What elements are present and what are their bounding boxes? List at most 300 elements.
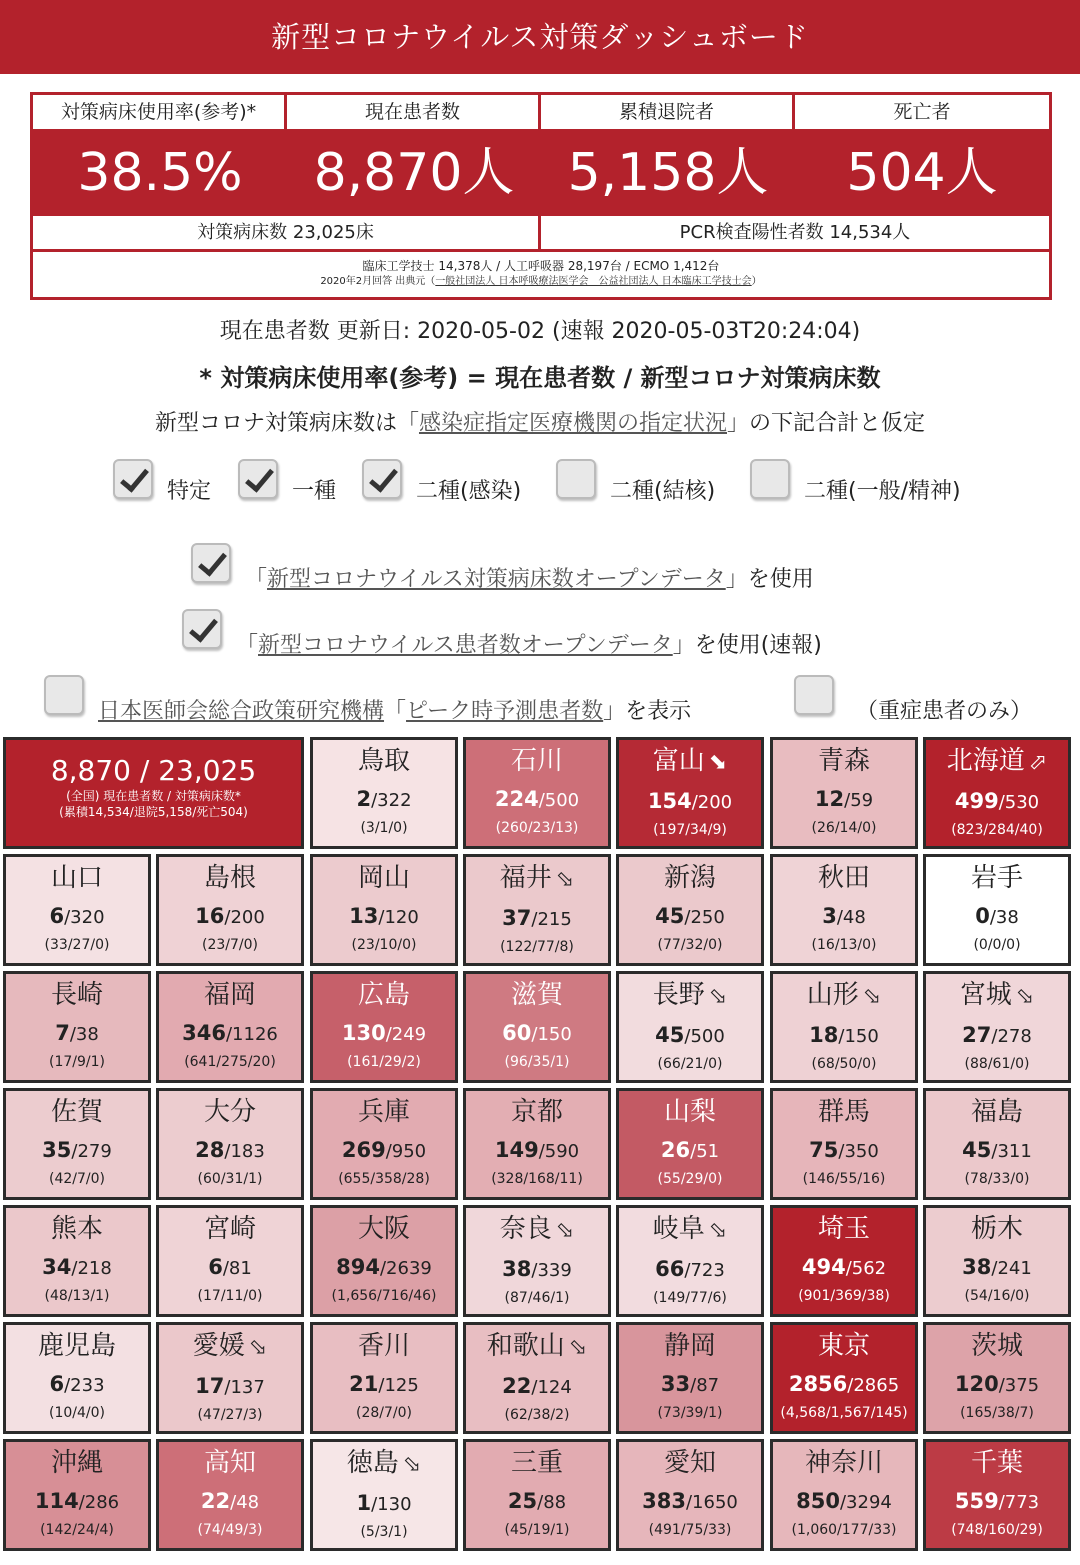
bed-count: /241 (991, 1258, 1032, 1279)
bed-assumption (0, 406, 1080, 437)
source-line (33, 274, 1049, 290)
bed-count: /350 (838, 1141, 879, 1162)
prefecture-tile[interactable] (310, 1088, 458, 1200)
prefecture-tile[interactable] (770, 1205, 918, 1317)
prefecture-name: 栃木 (970, 1214, 1023, 1244)
prefecture-tile[interactable] (463, 854, 611, 966)
prefecture-tile[interactable] (463, 1205, 611, 1317)
prefecture-breakdown: (66/21/0) (657, 1056, 723, 1072)
prefecture-tile[interactable] (310, 971, 458, 1083)
prefecture-tile[interactable] (310, 1439, 458, 1551)
prefecture-name: 富山 ⬊ (652, 746, 728, 776)
bed-count: /286 (78, 1492, 120, 1513)
prefecture-value (313, 1254, 455, 1282)
prefecture-breakdown: (146/55/16) (802, 1171, 886, 1187)
bed-count: /500 (684, 1026, 725, 1047)
prefecture-tile[interactable] (3, 1439, 151, 1551)
prefecture-breakdown: (33/27/0) (44, 937, 110, 953)
prefecture-tile[interactable] (463, 1088, 611, 1200)
prefecture-tile[interactable] (156, 1205, 304, 1317)
prefecture-value (466, 1488, 608, 1516)
prefecture-breakdown: (60/31/1) (197, 1171, 263, 1187)
bed-count: /233 (64, 1375, 105, 1396)
bed-count: /51 (690, 1141, 720, 1162)
prefecture-value (466, 1020, 608, 1048)
prefecture-value (619, 903, 761, 931)
patients-opendata-text: 「新型コロナウイルス患者数オープンデータ」を使用(速報) (236, 633, 822, 658)
prefecture-value (619, 1256, 761, 1284)
prefecture-name: 岡山 (357, 863, 410, 893)
bed-count: /150 (838, 1026, 879, 1047)
prefecture-tile[interactable] (616, 854, 764, 966)
jmari-link[interactable]: 日本医師会総合政策研究機構 (98, 699, 385, 724)
prefecture-value (159, 1254, 301, 1282)
prefecture-name: 鳥取 (357, 746, 410, 776)
prefecture-breakdown: (10/4/0) (49, 1405, 105, 1421)
current-patients: 45 (962, 1138, 992, 1162)
prefecture-tile[interactable] (770, 854, 918, 966)
equipment-note (33, 252, 1049, 297)
current-patients: 3 (822, 904, 837, 928)
prefecture-breakdown: (3/1/0) (360, 820, 408, 836)
current-patients: 22 (502, 1374, 532, 1398)
prefecture-tile[interactable] (770, 971, 918, 1083)
prefecture-name: 秋田 (817, 863, 870, 893)
current-patients: 224 (494, 787, 539, 811)
beds-opendata-link[interactable]: 新型コロナウイルス対策病床数オープンデータ (267, 567, 726, 592)
prefecture-breakdown: (197/34/9) (653, 822, 727, 838)
prefecture-value (773, 786, 915, 814)
bed-count: /215 (531, 909, 572, 930)
prefecture-tile[interactable] (616, 737, 764, 849)
current-patients: 33 (660, 1372, 691, 1396)
prefecture-breakdown: (161/29/2) (347, 1054, 421, 1070)
bed-type-label: 二種(感染) (416, 479, 522, 504)
bed-type-label: 一種 (292, 479, 337, 504)
current-patients: 383 (642, 1489, 686, 1513)
beds-total: 対策病床数 23,025床 (33, 216, 541, 249)
severe-only-toggle[interactable] (794, 664, 1032, 725)
prefecture-tile[interactable] (310, 854, 458, 966)
prefecture-name: 長野 ⬂ (652, 980, 728, 1010)
prefecture-value (6, 1371, 148, 1399)
prefecture-value (313, 1137, 455, 1165)
bed-count: /530 (998, 792, 1040, 813)
prefecture-breakdown: (88/61/0) (964, 1056, 1030, 1072)
prefecture-breakdown: (73/39/1) (657, 1405, 723, 1421)
prefecture-breakdown: (77/32/0) (657, 937, 723, 953)
national-breakdown: (累積14,534/退院5,158/死亡504) (59, 805, 248, 819)
prefecture-name: 東京 (817, 1331, 870, 1361)
prefecture-tile[interactable] (923, 971, 1071, 1083)
prefecture-tile[interactable] (923, 1205, 1071, 1317)
prefecture-value (926, 903, 1068, 931)
prefecture-breakdown: (491/75/33) (648, 1522, 732, 1538)
prefecture-tile[interactable] (156, 1322, 304, 1434)
bed-count: /150 (531, 1024, 572, 1045)
prefecture-value (619, 1137, 761, 1165)
current-patients: 12 (814, 787, 845, 811)
current-patients: 6 (208, 1255, 223, 1279)
current-patients: 25 (507, 1489, 538, 1513)
bed-count: /950 (385, 1141, 427, 1162)
prefecture-value (6, 903, 148, 931)
prefecture-tile[interactable] (3, 971, 151, 1083)
trend-arrow-icon: ⬂ (862, 984, 882, 1009)
bed-suffix: 」の下記合計と仮定 (727, 411, 926, 436)
beds-opendata-text: 「新型コロナウイルス対策病床数オープンデータ」を使用 (245, 567, 814, 592)
prefecture-tile[interactable] (463, 1439, 611, 1551)
prefecture-breakdown: (16/13/0) (811, 937, 877, 953)
patients-opendata-toggle[interactable] (182, 598, 822, 659)
current-patients: 18 (809, 1023, 839, 1047)
current-patients-value: 8,870人 (313, 143, 515, 203)
bed-count: /375 (998, 1375, 1040, 1396)
bed-count: /3294 (839, 1492, 892, 1513)
prefecture-value (619, 1488, 761, 1516)
checkbox-icon[interactable] (362, 459, 402, 499)
prefecture-breakdown: (1,060/177/33) (791, 1522, 897, 1538)
current-patients: 120 (954, 1372, 999, 1396)
prefecture-breakdown: (47/27/3) (197, 1407, 263, 1423)
prefecture-breakdown: (28/7/0) (356, 1405, 412, 1421)
prefecture-value (926, 1254, 1068, 1282)
bed-count: /125 (378, 1375, 419, 1396)
bed-count: /120 (378, 907, 419, 928)
current-patients: 499 (954, 789, 999, 813)
prefecture-breakdown: (142/24/4) (40, 1522, 114, 1538)
prefecture-breakdown: (149/77/6) (653, 1290, 727, 1306)
source-link[interactable]: 一般社団法人 日本呼吸療法医学会 公益社団法人 日本臨床工学技士会 (435, 276, 752, 287)
prefecture-value (619, 1371, 761, 1399)
bed-type-label: 二種(結核) (610, 479, 716, 504)
prefecture-breakdown: (328/168/11) (491, 1171, 583, 1187)
prefecture-value (773, 1254, 915, 1282)
prefecture-tile[interactable] (310, 1205, 458, 1317)
prefecture-tile[interactable] (156, 1439, 304, 1551)
peak-patients-link[interactable]: ピーク時予測患者数 (406, 699, 604, 724)
discharged-value: 5,158人 (567, 143, 769, 203)
current-patients: 66 (655, 1257, 685, 1281)
prefecture-value (159, 1020, 301, 1048)
current-patients: 75 (809, 1138, 839, 1162)
prefecture-breakdown: (17/9/1) (49, 1054, 105, 1070)
current-patients: 894 (336, 1255, 380, 1279)
checkbox-icon[interactable] (556, 459, 596, 499)
current-patients: 38 (502, 1257, 532, 1281)
checkbox-icon[interactable] (113, 459, 153, 499)
bed-type-nishu-kansen[interactable] (362, 452, 521, 505)
prefecture-name: 長崎 (50, 980, 103, 1010)
prefecture-tile[interactable] (156, 971, 304, 1083)
trend-arrow-icon: ⬂ (708, 1218, 728, 1243)
prefecture-breakdown: (48/13/1) (44, 1288, 110, 1304)
prefecture-tile[interactable] (770, 1322, 918, 1434)
prefecture-value (466, 905, 608, 933)
bed-count: /124 (531, 1377, 572, 1398)
prefecture-tile[interactable] (616, 1322, 764, 1434)
source-suffix: ） (751, 276, 762, 287)
checkbox-icon[interactable] (191, 543, 231, 583)
prefecture-tile[interactable] (156, 854, 304, 966)
bed-prefix: 新型コロナ対策病床数は「 (154, 411, 419, 436)
national-value: 8,870 / 23,025 (50, 754, 257, 787)
prefecture-breakdown: (260/23/13) (495, 820, 579, 836)
patients-opendata-link[interactable]: 新型コロナウイルス患者数オープンデータ (258, 633, 673, 658)
prefecture-breakdown: (87/46/1) (504, 1290, 570, 1306)
prefecture-value (773, 1022, 915, 1050)
current-patients: 7 (55, 1021, 70, 1045)
summary-panel (30, 92, 1052, 300)
deaths-label: 死亡者 (795, 95, 1049, 129)
prefecture-breakdown: (4,568/1,567/145) (780, 1405, 908, 1421)
prefecture-tile[interactable] (3, 1088, 151, 1200)
prefecture-tile[interactable] (310, 737, 458, 849)
update-date: 現在患者数 更新日: 2020-05-02 (速報 2020-05-03T20:24:04) (219, 319, 861, 344)
prefecture-breakdown: (55/29/0) (657, 1171, 723, 1187)
prefecture-value (926, 788, 1068, 816)
prefecture-value (926, 1488, 1068, 1516)
prefecture-tile[interactable] (156, 1088, 304, 1200)
prefecture-name: 山梨 (663, 1097, 716, 1127)
bed-count: /590 (538, 1141, 580, 1162)
bed-count: /1126 (225, 1024, 278, 1045)
peak-forecast-text: 日本医師会総合政策研究機構「ピーク時予測患者数」を表示 (98, 699, 692, 724)
prefecture-name: 福井 ⬂ (499, 863, 575, 893)
prefecture-name: 山口 (50, 863, 103, 893)
prefecture-breakdown: (45/19/1) (504, 1522, 570, 1538)
prefecture-name: 福島 (970, 1097, 1023, 1127)
prefecture-tile[interactable] (616, 971, 764, 1083)
current-patients: 45 (655, 1023, 685, 1047)
current-patients: 28 (195, 1138, 225, 1162)
bed-count: /723 (684, 1260, 725, 1281)
bed-count: /48 (836, 907, 866, 928)
prefecture-tile[interactable] (923, 1322, 1071, 1434)
prefecture-name: 岐阜 ⬂ (652, 1214, 728, 1244)
prefecture-tile[interactable] (770, 1439, 918, 1551)
prefecture-tile[interactable] (770, 1088, 918, 1200)
equipment-line: 臨床工学技士 14,378人 / 人工呼吸器 28,197台 / ECMO 1,412台 (362, 259, 720, 273)
bed-count: /279 (71, 1141, 112, 1162)
prefecture-name: 奈良 ⬂ (499, 1214, 575, 1244)
bed-count: /38 (69, 1024, 99, 1045)
prefecture-name: 青森 (817, 746, 870, 776)
bed-count: /81 (222, 1258, 252, 1279)
prefecture-name: 新潟 (663, 863, 716, 893)
current-patients: 38 (962, 1255, 992, 1279)
current-patients: 34 (42, 1255, 72, 1279)
checkbox-icon[interactable] (44, 675, 84, 715)
occupancy-label: 対策病床使用率(参考)* (33, 95, 287, 129)
pcr-positive-total: PCR検査陽性者数 14,534人 (541, 216, 1049, 249)
prefecture-tile[interactable] (3, 854, 151, 966)
bed-count: /87 (690, 1375, 720, 1396)
beds-opendata-toggle[interactable] (191, 532, 814, 593)
prefecture-tile[interactable] (3, 1322, 151, 1434)
current-patients: 17 (195, 1374, 225, 1398)
bed-count: /200 (691, 792, 733, 813)
bed-count: /500 (538, 790, 580, 811)
prefecture-breakdown: (96/35/1) (504, 1054, 570, 1070)
prefecture-name: 岩手 (970, 863, 1023, 893)
current-patients: 114 (34, 1489, 79, 1513)
prefecture-tile[interactable] (923, 737, 1071, 849)
trend-arrow-icon: ⬂ (248, 1335, 268, 1360)
prefecture-name: 愛媛 ⬂ (192, 1331, 268, 1361)
prefecture-breakdown: (23/10/0) (351, 937, 417, 953)
bed-count: /218 (71, 1258, 112, 1279)
bed-count: /1650 (685, 1492, 738, 1513)
bed-count: /183 (224, 1141, 265, 1162)
dashboard-header (0, 0, 1080, 74)
prefecture-breakdown: (748/160/29) (951, 1522, 1043, 1538)
prefecture-breakdown: (122/77/8) (500, 939, 574, 955)
prefecture-value (6, 1020, 148, 1048)
trend-arrow-icon: ⬊ (708, 750, 728, 775)
prefecture-value (926, 1022, 1068, 1050)
prefecture-breakdown: (54/16/0) (964, 1288, 1030, 1304)
current-patients: 269 (341, 1138, 386, 1162)
prefecture-breakdown: (23/7/0) (202, 937, 258, 953)
bed-count: /562 (845, 1258, 887, 1279)
trend-arrow-icon: ⬂ (708, 984, 728, 1009)
prefecture-name: 京都 (510, 1097, 563, 1127)
bed-count: /278 (991, 1026, 1032, 1047)
current-patients: 60 (502, 1021, 532, 1045)
prefecture-breakdown: (5/3/1) (360, 1524, 408, 1540)
bed-count: /249 (385, 1024, 427, 1045)
prefecture-value (926, 1137, 1068, 1165)
prefecture-name: 大阪 (357, 1214, 410, 1244)
prefecture-name: 福岡 (203, 980, 256, 1010)
prefecture-value (313, 1020, 455, 1048)
trend-arrow-icon: ⬂ (555, 1218, 575, 1243)
prefecture-breakdown: (655/358/28) (338, 1171, 430, 1187)
prefecture-tile[interactable] (463, 971, 611, 1083)
prefecture-value (773, 1137, 915, 1165)
prefecture-name: 大分 (203, 1097, 256, 1127)
current-patients: 13 (349, 904, 379, 928)
discharged-label: 累積退院者 (541, 95, 795, 129)
prefecture-breakdown: (78/33/0) (964, 1171, 1030, 1187)
prefecture-breakdown: (17/11/0) (197, 1288, 263, 1304)
current-patients: 35 (42, 1138, 72, 1162)
prefecture-name: 宮城 ⬂ (959, 980, 1035, 1010)
bed-count: /200 (224, 907, 265, 928)
prefecture-tile[interactable] (616, 1088, 764, 1200)
prefecture-tile[interactable] (923, 1439, 1071, 1551)
prefecture-name: 静岡 (663, 1331, 716, 1361)
current-patients-label: 現在患者数 (287, 95, 541, 129)
bed-type-nishu-ippan[interactable] (750, 452, 961, 505)
prefecture-tile[interactable] (923, 1088, 1071, 1200)
prefecture-tile[interactable] (3, 1205, 151, 1317)
prefecture-value (619, 788, 761, 816)
source-prefix: 2020年2月回答 出典元（ (320, 276, 436, 287)
prefecture-breakdown: (26/14/0) (811, 820, 877, 836)
prefecture-breakdown: (68/50/0) (811, 1056, 877, 1072)
current-patients: 149 (494, 1138, 539, 1162)
prefecture-name: 熊本 (50, 1214, 103, 1244)
prefecture-tile[interactable] (463, 1322, 611, 1434)
prefecture-name: 千葉 (970, 1448, 1023, 1478)
current-patients: 494 (801, 1255, 846, 1279)
prefecture-name: 宮崎 (203, 1214, 256, 1244)
trend-arrow-icon: ⬀ (1028, 750, 1048, 775)
prefecture-breakdown: (74/49/3) (197, 1522, 263, 1538)
prefecture-value (773, 903, 915, 931)
bed-count: /2639 (379, 1258, 432, 1279)
prefecture-name: 山形 ⬂ (806, 980, 882, 1010)
prefecture-tile[interactable] (770, 737, 918, 849)
bed-type-isshu[interactable] (238, 452, 336, 505)
designation-status-link[interactable]: 感染症指定医療機関の指定状況 (418, 411, 727, 436)
prefecture-tile[interactable] (616, 1205, 764, 1317)
prefecture-value (6, 1488, 148, 1516)
prefecture-value (313, 786, 455, 814)
current-patients: 0 (975, 904, 990, 928)
bed-count: /38 (989, 907, 1019, 928)
bed-count: /339 (531, 1260, 572, 1281)
prefecture-name: 北海道 ⬀ (946, 746, 1048, 776)
prefecture-name: 広島 (357, 980, 410, 1010)
current-patients: 2 (356, 787, 372, 811)
prefecture-tile[interactable] (616, 1439, 764, 1551)
current-patients: 45 (655, 904, 685, 928)
prefecture-tile[interactable] (463, 737, 611, 849)
prefecture-name: 香川 (357, 1331, 410, 1361)
page-title: 新型コロナウイルス対策ダッシュボード (271, 20, 809, 54)
prefecture-name: 和歌山 ⬂ (486, 1331, 588, 1361)
current-patients: 37 (502, 906, 532, 930)
trend-arrow-icon: ⬂ (568, 1335, 588, 1360)
bed-count: /773 (998, 1492, 1040, 1513)
checkbox-icon[interactable] (794, 675, 834, 715)
bed-count: /137 (224, 1377, 265, 1398)
current-patients: 6 (49, 904, 65, 928)
prefecture-tile[interactable] (923, 854, 1071, 966)
current-patients: 346 (182, 1021, 226, 1045)
current-patients: 16 (195, 904, 225, 928)
bed-type-tokutei[interactable] (113, 452, 211, 505)
prefecture-value (466, 1256, 608, 1284)
prefecture-name: 沖縄 (50, 1448, 103, 1478)
current-patients: 559 (954, 1489, 999, 1513)
bed-type-label: 二種(一般/精神) (804, 479, 961, 504)
current-patients: 1 (356, 1491, 372, 1515)
bed-count: /322 (371, 790, 412, 811)
prefecture-tile[interactable] (310, 1322, 458, 1434)
prefecture-breakdown: (62/38/2) (504, 1407, 570, 1423)
bed-count: /88 (537, 1492, 567, 1513)
deaths-value: 504人 (846, 143, 998, 203)
national-caption: (全国) 現在患者数 / 対策病床数* (66, 789, 241, 803)
prefecture-value (773, 1371, 915, 1399)
checkbox-icon[interactable] (182, 609, 222, 649)
prefecture-name: 群馬 (817, 1097, 870, 1127)
peak-forecast-toggle[interactable] (44, 664, 691, 725)
prefecture-value (926, 1371, 1068, 1399)
prefecture-name: 兵庫 (357, 1097, 410, 1127)
checkbox-icon[interactable] (750, 459, 790, 499)
checkbox-icon[interactable] (238, 459, 278, 499)
prefecture-value (159, 1137, 301, 1165)
national-total-tile[interactable] (3, 737, 304, 849)
prefecture-value (159, 903, 301, 931)
bed-type-nishu-kekkaku[interactable] (556, 452, 715, 505)
prefecture-breakdown: (641/275/20) (184, 1054, 276, 1070)
